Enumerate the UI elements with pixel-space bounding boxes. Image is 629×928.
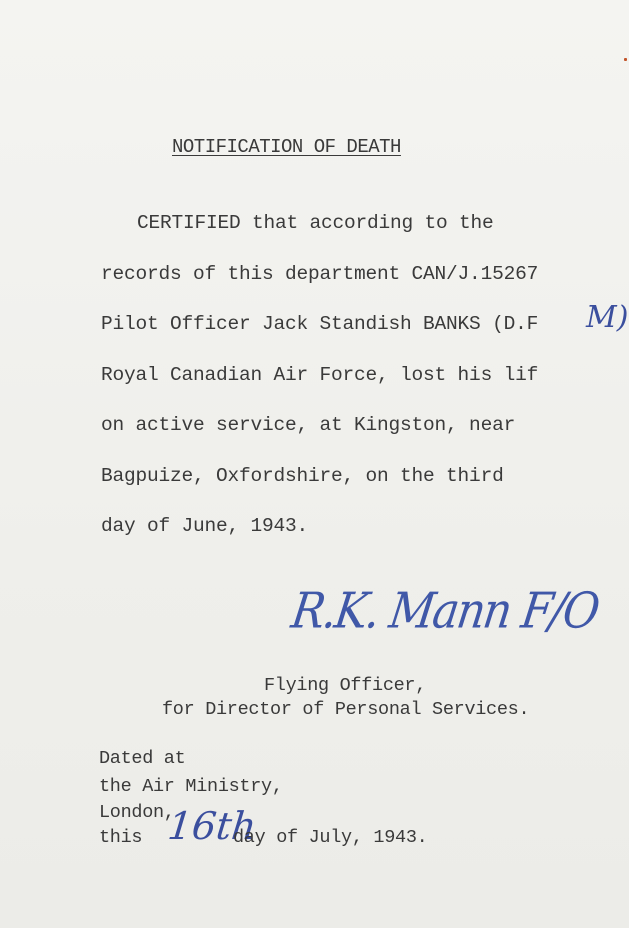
handwritten-insert: M) bbox=[586, 300, 629, 335]
signature bbox=[287, 582, 602, 641]
dated-line-1: Dated at bbox=[99, 748, 186, 769]
dated-rest: day of July, 1943. bbox=[233, 827, 428, 848]
dated-line-3: London, bbox=[99, 802, 175, 823]
body-line-1: CERTIFIED that according to the bbox=[137, 212, 494, 234]
dated-line-2: the Air Ministry, bbox=[99, 776, 283, 797]
signature-text: R.K. Mann F/O bbox=[287, 582, 602, 641]
dated-this: this bbox=[99, 827, 143, 848]
body-line-6: Bagpuize, Oxfordshire, on the third bbox=[101, 465, 504, 487]
body-line-7: day of June, 1943. bbox=[101, 515, 309, 537]
edge-mark bbox=[624, 58, 627, 61]
body-line-2: records of this department CAN/J.15267 bbox=[101, 263, 539, 285]
signatory-rank: Flying Officer, bbox=[264, 675, 427, 696]
body-line-4: Royal Canadian Air Force, lost his lif bbox=[101, 364, 539, 386]
document-title: NOTIFICATION OF DEATH bbox=[172, 136, 401, 158]
handwritten-day: 16th bbox=[165, 804, 259, 848]
body-line-3: Pilot Officer Jack Standish BANKS (D.F bbox=[101, 313, 539, 335]
signatory-role: for Director of Personal Services. bbox=[162, 699, 530, 720]
body-line-5: on active service, at Kingston, near bbox=[101, 414, 516, 436]
